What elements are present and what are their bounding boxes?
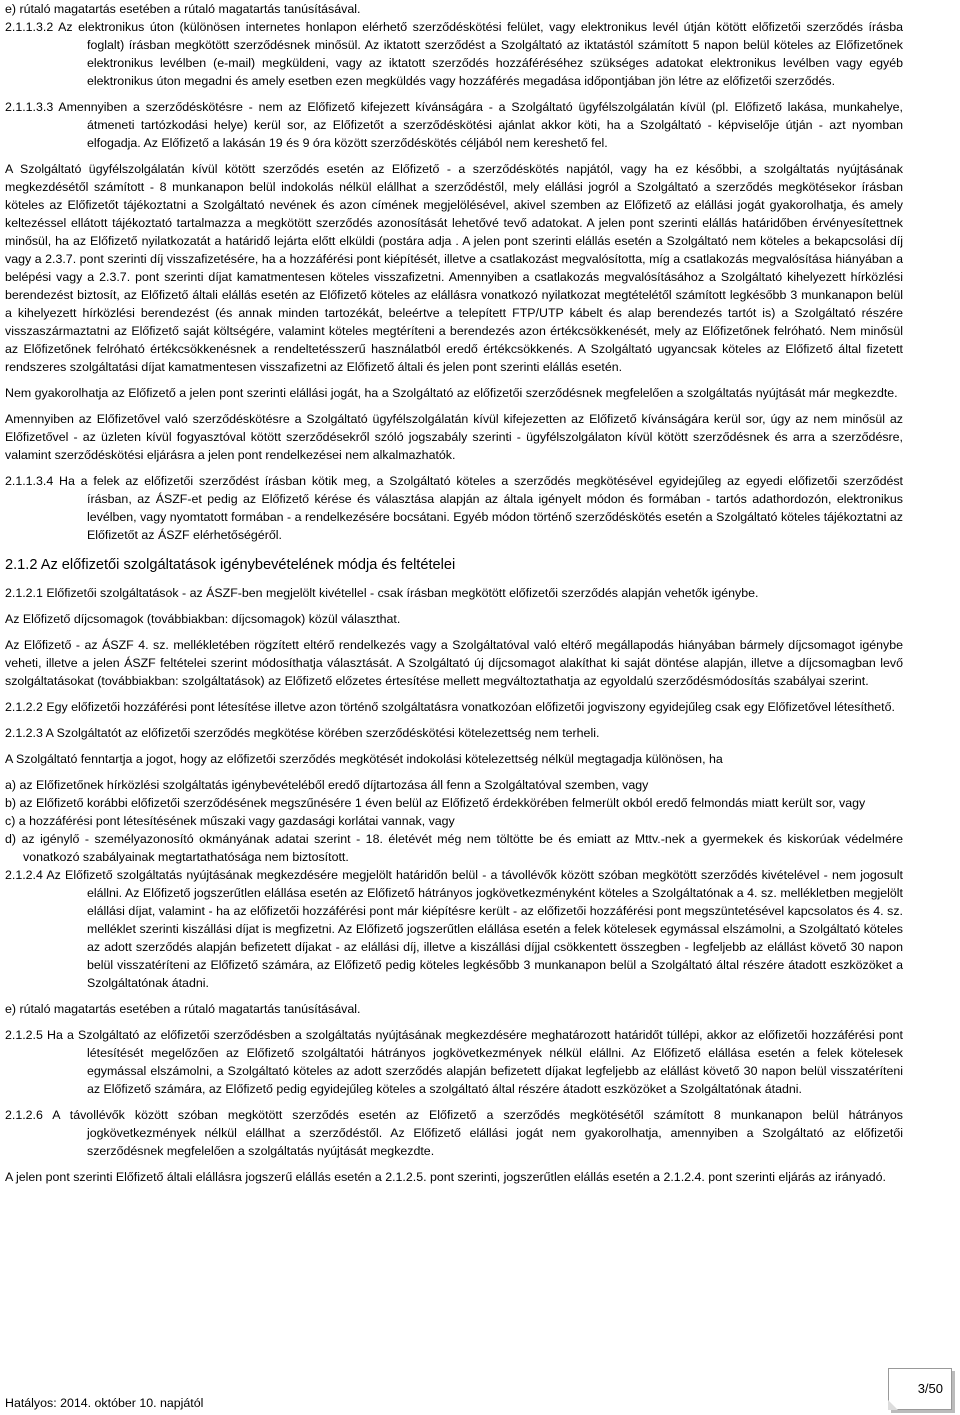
footer-valid-from: Hatályos: 2014. október 10. napjától xyxy=(5,1396,204,1410)
paragraph-elallas: A Szolgáltató ügyfélszolgálatán kívül kötött szerződés esetén az Előfizető - a szerződéskötés napjától, vagy ha ez későbbi, a szolgáltatás nyújtásának megkezdésétől számított - 8 munkanapon belül indokolás nélkül elállhat a szerződéstől, mely elállási jogról a Szolgáltató a szerződés megkötésekor írásban köteles az Előfizetőt tájékoztatni a Szolgáltató nevének és azon címének megjelölésével, akivel szemben az Előfizető az elállási jogát gyakorolhatja, és amely keltezéssel ellátott tájékoztató tartalmazza a megkötött szerződés azonosítását lehetővé tevő adatokat. A jelen pont szerinti elállás határidőben érvényesítettnek minősül, ha az Előfizető nyilatkozatát a határidő lejárta előtt elküldi (postára adja . A jelen pont szerinti elállás esetén a Szolgáltató nem köteles a bekapcsolási díj vagy a 2.3.7. pont szerinti díj visszafizetésére, ha a hozzáférési pont kiépítését, illetve a csatlakozást megvalósította, míg a csatlakozás megvalósítása hiányában a belépési vagy a 2.3.7. pont szerinti díjat kamatmentesen köteles visszafizetni. Amennyiben a csatlakozás megvalósításához a Szolgáltató kihelyezett hírközlési berendezést biztosít, az Előfizető általi elállás esetén az Előfizető köteles az elállásra vonatkozó nyilatkozat megtételétől számított legkésőbb 3 munkanapon belül a kihelyezett hírközlési berendezést (és annak minden tartozékát, beleértve a telepített FTP/UTP kábelt és alap berendezés tartót is) a Szolgáltató részére visszaszármaztatni az Előfizető saját költségére, valamint köteles megtéríteni a berendezés azon értékcsökkenését, mely az Előfizetőnek felróható. Nem minősül az Előfizetőnek felróható értékcsökkenésnek a rendeltetésszerű használatból eredő értékcsökkenés. A Szolgáltató ugyancsak köteles az Előfizető által fizetett rendszeres szolgáltatási díjat kamatmentesen visszafizetni az Előfizető általi és jelen pont szerinti elállás esetén. xyxy=(5,162,903,374)
list-item-b: b) az Előfizető korábbi előfizetői szerződésének megszűnésére 1 éven belül az Előfizető érdekkörében felmerült okból eredő felmondás miatt került sor, vagy xyxy=(5,796,866,810)
paragraph-dijcsomagok: Az Előfizető díjcsomagok (továbbiakban: díjcsomagok) közül választhat. xyxy=(5,612,401,626)
section-2-1-2-1: 2.1.2.1 Előfizetői szolgáltatások - az ÁSZF-ben megjelölt kivétellel - csak írásban megkötött előfizetői szerződés alapján vehetők igénybe. xyxy=(5,586,759,600)
page-number: 3/50 xyxy=(917,1381,943,1396)
list-item-c: c) a hozzáférési pont létesítésének műszaki vagy gazdasági korlátai vannak, vagy xyxy=(5,814,455,828)
paragraph-irányado: A jelen pont szerinti Előfizető általi elállásra jogszerű elállás esetén a 2.1.2.5. pont szerinti, jogszerűtlen elállás esetén a 2.1.2.4. pont szerinti eljárás az irányadó. xyxy=(5,1170,886,1184)
section-2-1-2-6: 2.1.2.6 A távollévők között szóban megkötött szerződés esetén az Előfizető a szerződés megkötésétől számított 8 munkanapon belül hátrányos jogkövetkezmények nélkül elállhat a szerződéstől. Az Előfizető elállási jogát nem gyakorolhatja, amennyiben a Szolgáltató az előfizetői szerződésnek megfelelően a szolgáltatás nyújtását megkezdte. xyxy=(5,1108,903,1158)
section-2-1-1-3-3: 2.1.1.3.3 Amennyiben a szerződéskötésre - nem az Előfizető kifejezett kívánságára - a Szolgáltató ügyfélszolgálatán kívül (pl. Előfizető lakása, munkahelye, átmeneti tartózkodási helye) kerül sor, az Előfizetőt a szerződéskötési ajánlat akkor köti, ha a Szolgáltató - képviselője útján - azt nyomban elfogadja. Az Előfizető a lakásán 19 és 9 óra között szerződéskötés céljából nem kereshető fel. xyxy=(5,100,903,150)
page-number-box xyxy=(888,1368,952,1410)
paragraph-fenntartja: A Szolgáltató fenntartja a jogot, hogy az előfizetői szerződés megkötését indokolási kötelezettség nélkül megtagadja különösen, ha xyxy=(5,752,723,766)
list-item-e: e) rútaló magatartás esetében a rútaló magatartás tanúsításával. xyxy=(5,1002,361,1016)
section-2-1-1-3-4: 2.1.1.3.4 Ha a felek az előfizetői szerződést írásban kötik meg, a Szolgáltató köteles a szerződés megkötésével egyidejűleg az egyedi előfizetői szerződést írásban, az ÁSZF-et pedig az Előfizető kérése és választása alapján az általa igényelt módon és formában - tartós adathordozón, elektronikus levélben, vagy nyomtatott formában - a rendelkezésére bocsátani. Egyéb módon történő szerződéskötés esetén a Szolgáltató köteles tájékoztatni az Előfizetőt az ÁSZF elérhetőségéről. xyxy=(5,474,903,542)
document-page xyxy=(5,0,903,1186)
paragraph-kivansagara: Amennyiben az Előfizetővel való szerződéskötésre a Szolgáltató ügyfélszolgálatán kívül kifejezetten az Előfizető kívánságára kerül sor, úgy az nem minősül az Előfizetővel - az üzleten kívül fogyasztóval kötött szerződésekről szóló jogszabály szerinti - ügyfélszolgálaton kívül kötött szerződésnek és arra a szerződésre, valamint szerződéskötési eljárásra a jelen pont rendelkezései nem alkalmazhatók. xyxy=(5,412,903,462)
section-2-1-1-3-2: 2.1.1.3.2 Az elektronikus úton (különösen internetes honlapon elérhető szerződéskötési felület, vagy elektronikus levél útján kötött előfizetői szerződés írásba foglalt) írásban megkötött szerződésnek minősül. Az iktatott szerződést a Szolgáltató az iktatástól számított 5 napon belül köteles az Előfizetőnek elektronikus levélben (e-mail) megküldeni, vagy az iktatott szerződés hozzáféréséhez szükséges adatokat elektronikus levélben vagy egyéb elektronikus úton megadni és amely esetben ezen megküldés vagy hozzáférés megadása időpontjában jön létre az előfizetői szerződés. xyxy=(5,20,903,88)
list-item-a: a) az Előfizetőnek hírközlési szolgáltatás igénybevételéből eredő díjtartozása áll fenn a Szolgáltatóval szemben, vagy xyxy=(5,778,649,792)
heading-2-1-2: 2.1.2 Az előfizetői szolgáltatások igénybevételének módja és feltételei xyxy=(5,557,456,573)
section-2-1-2-5: 2.1.2.5 Ha a Szolgáltató az előfizetői szerződésben a szolgáltatás nyújtásának megkezdésére meghatározott határidőt túllépi, akkor az előfizetői hozzáférési pont létesítését megelőzően az Előfizető szolgáltatói hátrányos jogkövetkezmények nélkül elállni. Az Előfizető elállása esetén a felek kötelesek egymással elszámolni, a Szolgáltató köteles az adott szerződés alapján befizetett díjakat legfeljebb az elállást követő 30 napon belül visszatéríteni az Előfizető számára, az Előfizető pedig egyidejűleg köteles a szolgáltató által részére átadott eszközöket a Szolgáltatónak átadni. xyxy=(5,1028,903,1096)
section-2-1-2-2: 2.1.2.2 Egy előfizetői hozzáférési pont létesítése illetve azon történő szolgáltatásra vonatkozóan előfizetői jogviszony egyidejűleg csak egy Előfizetővel létesíthető. xyxy=(5,700,895,714)
section-2-1-2-4: 2.1.2.4 Az Előfizető szolgáltatás nyújtásának megkezdésére megjelölt határidőn belül - a távollévők között szóban megkötött szerződés kivételével - nem jogosult elállni. Az Előfizető jogszerűtlen elállása esetén az Előfizető hátrányos jogkövetkezményként köteles a Szolgáltatónak a 4. sz. mellékletben megjelölt elállási díjat, valamint - ha az előfizetői hozzáférési pont már kiépítésre került - az előfizetői hozzáférési pont megszüntetésével kapcsolatos és 4. sz. melléklet szerinti kiszállási díjat is megfizetni. Az Előfizető jogszerűtlen elállása esetén a felek kötelesek egymással elszámolni, a Szolgáltató köteles az adott szerződés alapján befizetett díjakat - az elállási díj, illetve a kiszállási díjjal csökkentett összegben - legfeljebb az elállást követő 30 napon belül visszatéríteni az Előfizető számára, az Előfizető pedig köteles legkésőbb 3 munkanapon belül a Szolgáltató által részére átadott eszközöket a Szolgáltatónak átadni. xyxy=(5,868,903,990)
paragraph-nem-gyakorolhatja: Nem gyakorolhatja az Előfizető a jelen pont szerinti elállási jogát, ha a Szolgáltató az előfizetői szerződésnek megfelelően a szolgáltatás nyújtását már megkezdte. xyxy=(5,386,898,400)
page-corner-fold xyxy=(888,1400,898,1410)
list-item-d: d) az igénylő - személyazonosító okmányának adatai szerint - 18. életévét még nem töltötte be és emiatt az Mttv.-nek a gyermekek és kiskorúak védelmére vonatkozó szabályainak megtartathatósága nem biztosított. xyxy=(5,832,903,864)
paragraph-intro-e: e) rútaló magatartás esetében a rútaló magatartás tanúsításával. xyxy=(5,2,361,16)
paragraph-aszf-4: Az Előfizető - az ÁSZF 4. sz. mellékletében rögzített eltérő rendelkezés vagy a Szolgáltatóval való eltérő megállapodás hiányában bármely díjcsomagot igénybe veheti, illetve a jelen ÁSZF feltételei szerint módosíthatja választását. A Szolgáltató új díjcsomagot alakíthat ki saját döntése alapján, illetve a díjcsomagban levő szolgáltatásokat (továbbiakban: szolgáltatások) az Előfizető előzetes értesítése mellett megváltoztathatja az egyoldalú szerződésmódosítás szabályai szerint. xyxy=(5,638,903,688)
section-2-1-2-3: 2.1.2.3 A Szolgáltatót az előfizetői szerződés megkötése körében szerződéskötési kötelezettség nem terheli. xyxy=(5,726,600,740)
